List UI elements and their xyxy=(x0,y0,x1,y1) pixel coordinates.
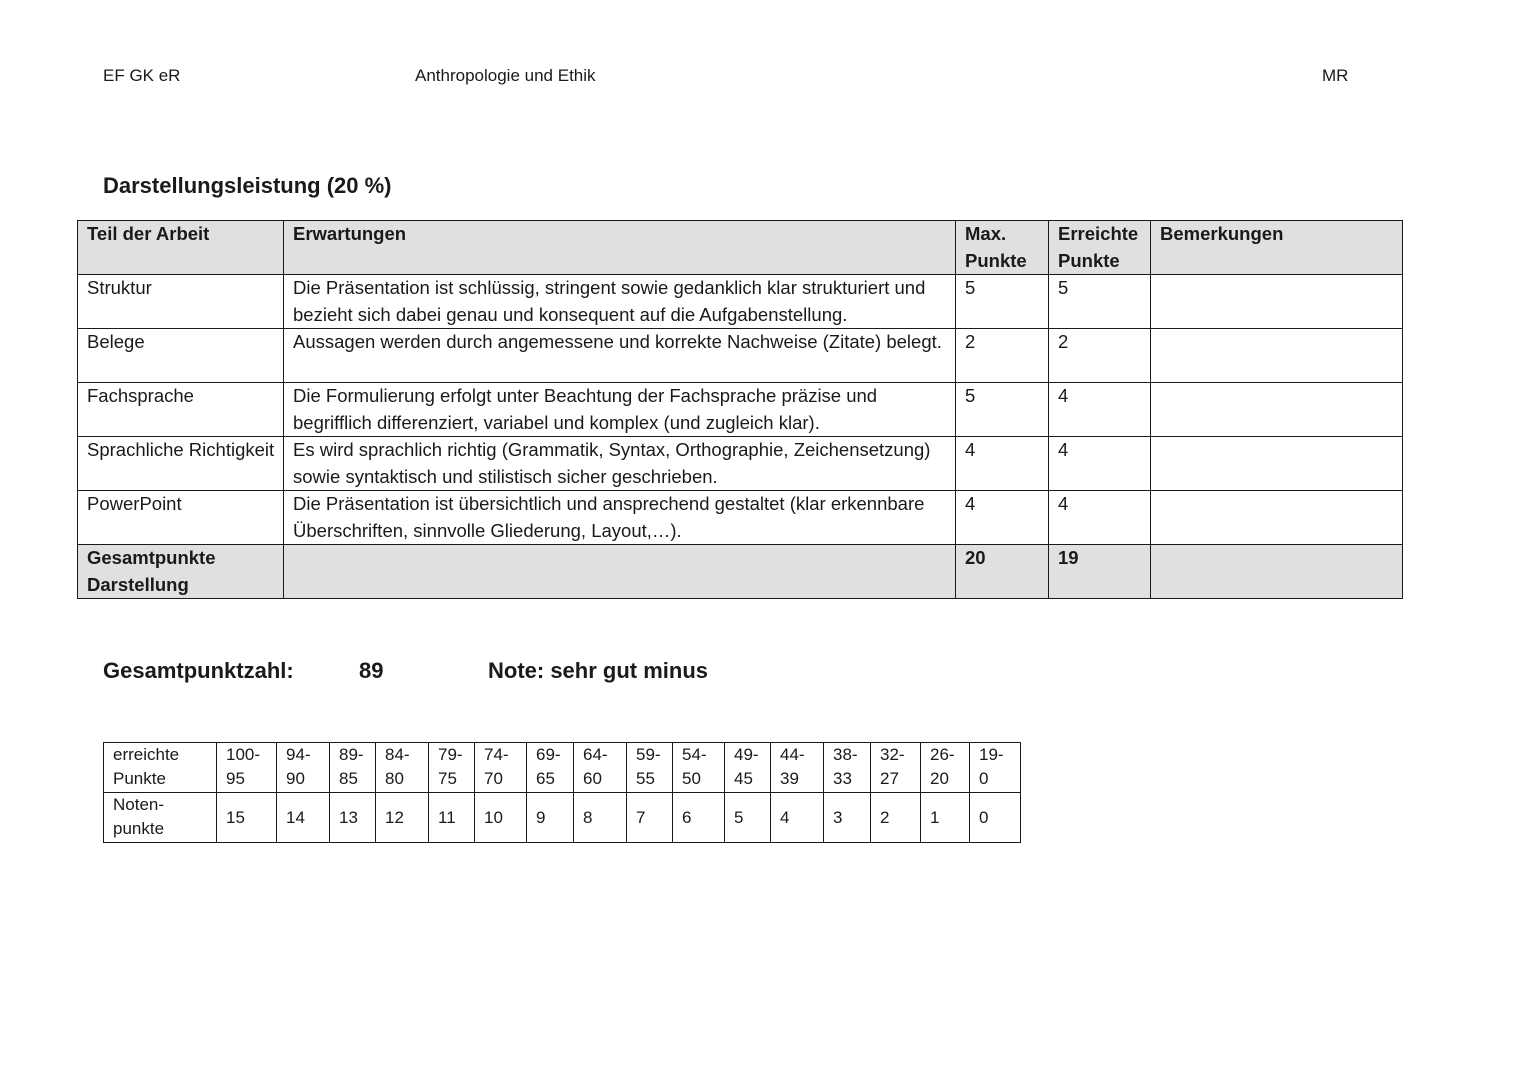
header-right: MR xyxy=(1322,66,1349,85)
row-part: Fachsprache xyxy=(78,383,284,437)
row-part: Struktur xyxy=(78,275,284,329)
row-remarks xyxy=(1151,437,1403,491)
range-cell: 79- 75 xyxy=(429,743,475,793)
row-reached: 2 xyxy=(1049,329,1151,383)
header-max-points: Max. Punkte xyxy=(956,221,1049,275)
row-expectation: Es wird sprachlich richtig (Grammatik, Syntax, Orthographie, Zeichensetzung) sowie syntaktisch und stilistisch sicher geschrieben. xyxy=(284,437,956,491)
points-cell: 15 xyxy=(217,793,277,843)
header-reached-points: Erreichte Punkte xyxy=(1049,221,1151,275)
section-title: Darstellungsleistung (20 %) xyxy=(103,173,392,198)
row-max: 5 xyxy=(956,275,1049,329)
table-row xyxy=(78,329,1403,383)
total-max: 20 xyxy=(956,545,1049,599)
range-cell: 19- 0 xyxy=(970,743,1021,793)
table-row xyxy=(78,437,1403,491)
range-cell: 38- 33 xyxy=(824,743,871,793)
points-cell: 4 xyxy=(771,793,824,843)
points-cell: 5 xyxy=(725,793,771,843)
range-cell: 89- 85 xyxy=(330,743,376,793)
row-max: 2 xyxy=(956,329,1049,383)
points-cell: 14 xyxy=(277,793,330,843)
range-cell: 94- 90 xyxy=(277,743,330,793)
row-remarks xyxy=(1151,491,1403,545)
points-cell: 7 xyxy=(627,793,673,843)
range-cell: 64- 60 xyxy=(574,743,627,793)
total-reached: 19 xyxy=(1049,545,1151,599)
range-cell: 100- 95 xyxy=(217,743,277,793)
grade-points-row xyxy=(104,793,1021,843)
row-remarks xyxy=(1151,383,1403,437)
header-left: EF GK eR xyxy=(103,66,181,85)
points-cell: 9 xyxy=(527,793,574,843)
row-reached: 4 xyxy=(1049,491,1151,545)
total-remarks xyxy=(1151,545,1403,599)
range-cell: 69- 65 xyxy=(527,743,574,793)
points-cell: 2 xyxy=(871,793,921,843)
points-cell: 6 xyxy=(673,793,725,843)
row-part: Sprachliche Richtigkeit xyxy=(78,437,284,491)
table-header-row xyxy=(78,221,1403,275)
row-expectation: Aussagen werden durch angemessene und korrekte Nachweise (Zitate) belegt. xyxy=(284,329,956,383)
total-row xyxy=(78,545,1403,599)
row-reached: 4 xyxy=(1049,383,1151,437)
range-cell: 44- 39 xyxy=(771,743,824,793)
row-remarks xyxy=(1151,275,1403,329)
row-expectation: Die Formulierung erfolgt unter Beachtung der Fachsprache präzise und begrifflich differenziert, variabel und komplex (und zugleich klar). xyxy=(284,383,956,437)
points-cell: 10 xyxy=(475,793,527,843)
points-cell: 11 xyxy=(429,793,475,843)
final-grade: Note: sehr gut minus xyxy=(488,658,709,683)
assessment-table xyxy=(77,220,1403,599)
total-points-label: Gesamtpunktzahl: xyxy=(103,658,294,683)
range-cell: 59- 55 xyxy=(627,743,673,793)
table-row xyxy=(78,275,1403,329)
points-cell: 8 xyxy=(574,793,627,843)
points-cell: 12 xyxy=(376,793,429,843)
points-cell: 1 xyxy=(921,793,970,843)
header-remarks: Bemerkungen xyxy=(1151,221,1403,275)
row-reached: 5 xyxy=(1049,275,1151,329)
points-cell: 3 xyxy=(824,793,871,843)
range-cell: 49- 45 xyxy=(725,743,771,793)
range-cell: 84- 80 xyxy=(376,743,429,793)
points-cell: 0 xyxy=(970,793,1021,843)
row-max: 4 xyxy=(956,491,1049,545)
row-remarks xyxy=(1151,329,1403,383)
row-max: 4 xyxy=(956,437,1049,491)
grade-row-label: Noten- punkte xyxy=(104,793,217,843)
range-cell: 32- 27 xyxy=(871,743,921,793)
row-expectation: Die Präsentation ist schlüssig, stringent sowie gedanklich klar strukturiert und bezieht sich dabei genau und konsequent auf die Aufgabenstellung. xyxy=(284,275,956,329)
range-cell: 54- 50 xyxy=(673,743,725,793)
total-label: Gesamtpunkte Darstellung xyxy=(78,545,284,599)
grade-scale-table xyxy=(103,742,1021,843)
table-row xyxy=(78,383,1403,437)
row-expectation: Die Präsentation ist übersichtlich und ansprechend gestaltet (klar erkennbare Überschriften, sinnvolle Gliederung, Layout,…). xyxy=(284,491,956,545)
range-cell: 74- 70 xyxy=(475,743,527,793)
row-part: PowerPoint xyxy=(78,491,284,545)
range-cell: 26- 20 xyxy=(921,743,970,793)
total-expectation xyxy=(284,545,956,599)
table-row xyxy=(78,491,1403,545)
header-part: Teil der Arbeit xyxy=(78,221,284,275)
grade-range-row xyxy=(104,743,1021,793)
total-points-value: 89 xyxy=(359,658,384,683)
row-reached: 4 xyxy=(1049,437,1151,491)
points-cell: 13 xyxy=(330,793,376,843)
row-max: 5 xyxy=(956,383,1049,437)
header-center: Anthropologie und Ethik xyxy=(415,66,596,85)
grade-row-label: erreichte Punkte xyxy=(104,743,217,793)
row-part: Belege xyxy=(78,329,284,383)
header-expectations: Erwartungen xyxy=(284,221,956,275)
